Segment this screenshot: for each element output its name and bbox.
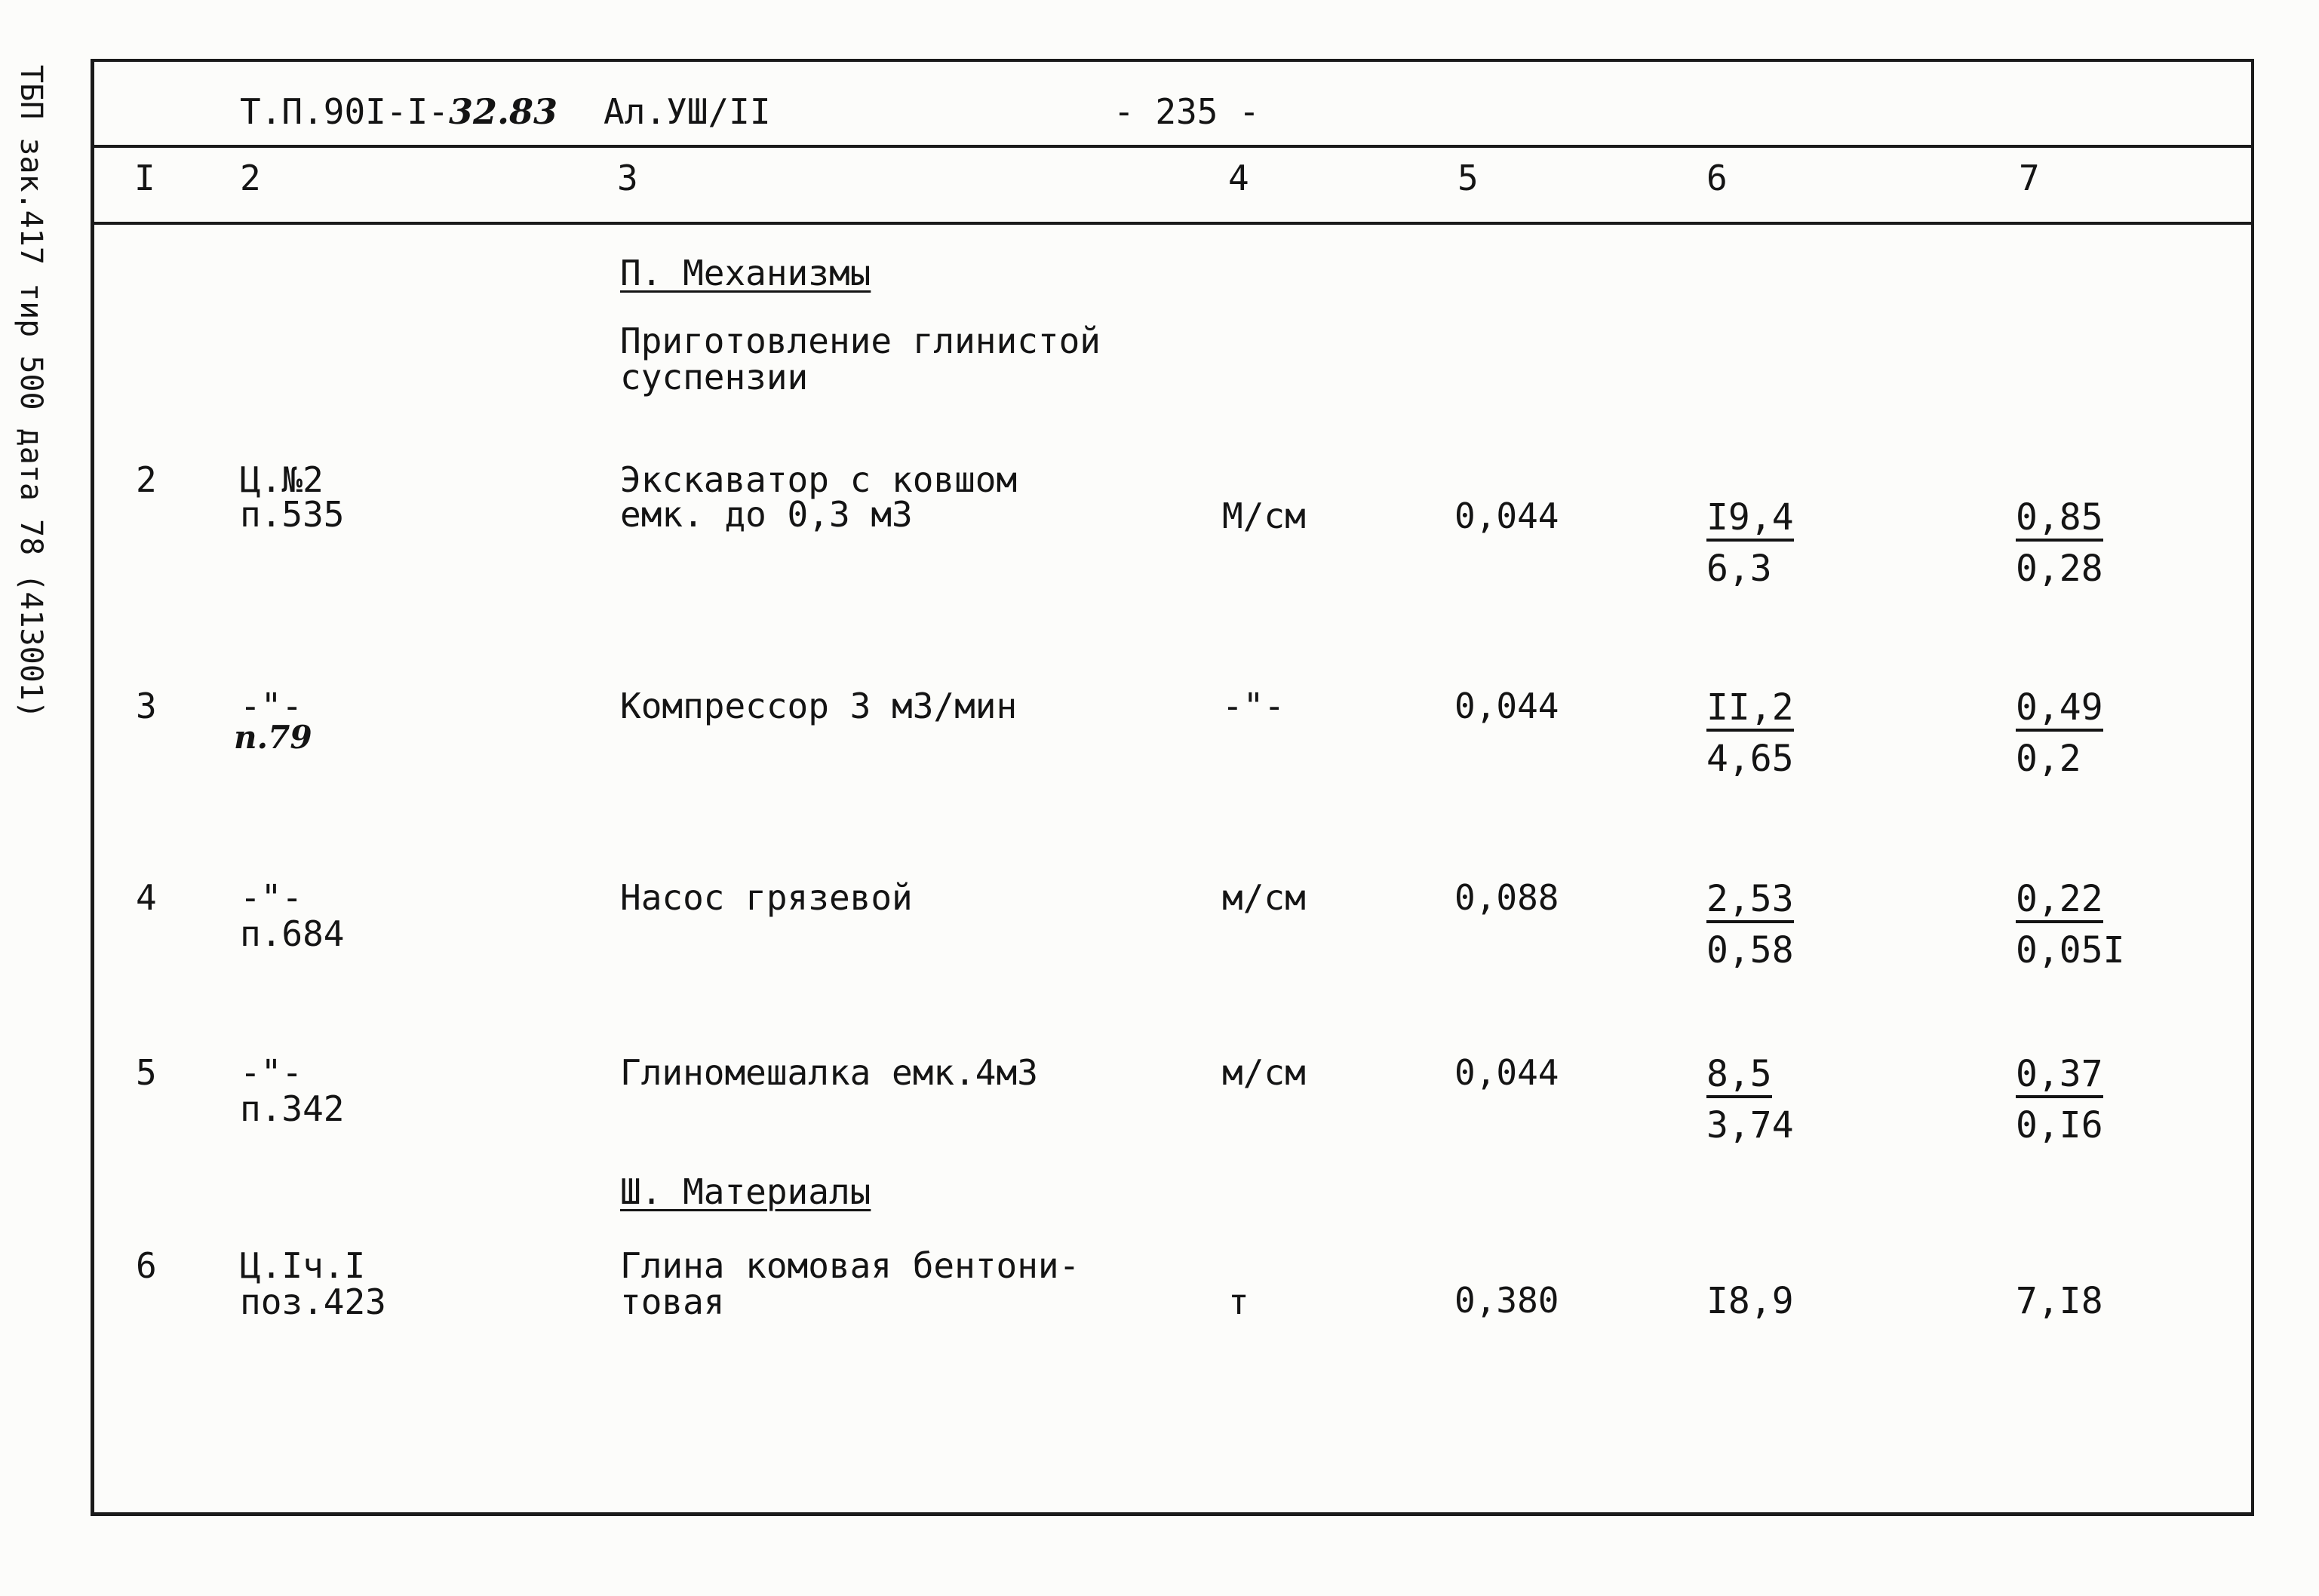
row-col7-bottom: 0,05I: [2016, 929, 2125, 971]
row-col6-bottom: 4,65: [1706, 738, 1794, 780]
doc-code-prefix: Т.П.90I-I-: [240, 91, 449, 132]
row-col7-bottom: 0,28: [2016, 548, 2103, 590]
row-name-line-1: Насос грязевой: [620, 877, 913, 918]
column-header-3: 3: [617, 158, 638, 198]
row-col7-fraction: [2016, 496, 2103, 590]
row-col7-top: 0,49: [2016, 689, 2103, 732]
row-reference-line-2: п.684: [240, 913, 345, 954]
margin-print-note-text: ТБП зак.417 тир 500 дата 78 (413001): [14, 65, 48, 719]
column-header-6: 6: [1706, 158, 1728, 198]
row-reference-line-1: -"-: [240, 1052, 303, 1093]
row-name-line-2: товая: [620, 1281, 725, 1322]
doc-code-handwritten: 32.83: [448, 91, 557, 132]
column-header-1: I: [134, 158, 155, 198]
row-reference-line-1: -"-: [240, 877, 303, 918]
row-unit: -"-: [1222, 686, 1285, 726]
row-col6-fraction: [1706, 496, 1794, 590]
row-col6-bottom: 3,74: [1706, 1104, 1794, 1146]
row-col7-bottom: 0,I6: [2016, 1104, 2103, 1146]
row-col6-bottom: 6,3: [1706, 548, 1772, 590]
row-unit: м/см: [1222, 877, 1306, 918]
column-header-4: 4: [1228, 158, 1249, 198]
row-name-line-2: емк. до 0,3 м3: [620, 494, 913, 535]
row-quantity: 0,088: [1454, 877, 1559, 918]
row-reference-line-2: поз.423: [240, 1281, 386, 1322]
row-col7-bottom: 0,2: [2016, 738, 2081, 780]
row-quantity: 0,380: [1454, 1280, 1559, 1321]
row-col7-fraction: [2016, 686, 2103, 780]
row-number: 6: [136, 1245, 157, 1286]
row-reference-line-1: Ц.Iч.I: [240, 1245, 366, 1286]
row-col7-top: 0,37: [2016, 1056, 2103, 1098]
row-col7-top: 0,85: [2016, 499, 2103, 542]
row-col7-fraction: [2016, 878, 2125, 971]
row-col6-top: I9,4: [1706, 499, 1794, 542]
row-col6-top: 2,53: [1706, 881, 1794, 923]
row-name-line-1: Глиномешалка емк.4м3: [620, 1052, 1038, 1093]
row-name-line-1: Экскаватор с ковшом: [620, 459, 1018, 500]
row-col6-fraction: [1706, 1053, 1794, 1146]
row-reference-line-1: Ц.№2: [240, 459, 324, 500]
column-header-5: 5: [1457, 158, 1479, 198]
table-frame: [91, 59, 2254, 1516]
margin-print-note: [5, 65, 65, 719]
row-number: 3: [136, 686, 157, 726]
doc-code: [240, 91, 557, 132]
row-quantity: 0,044: [1454, 496, 1559, 536]
row-unit: М/см: [1222, 496, 1306, 536]
row-unit: м/см: [1222, 1052, 1306, 1093]
section-heading-mechanisms: П. Механизмы: [620, 253, 871, 293]
row-unit: т: [1228, 1281, 1249, 1322]
row-col6-fraction: [1706, 686, 1794, 780]
subheading-line-2: суспензии: [620, 357, 809, 397]
row-col6-bottom: 0,58: [1706, 929, 1794, 971]
row-col7-value: 7,I8: [2016, 1280, 2103, 1322]
column-header-7: 7: [2019, 158, 2040, 198]
header-top-rule: [91, 145, 2254, 148]
row-number: 4: [136, 877, 157, 918]
page-number: - 235 -: [1113, 91, 1260, 132]
album-code: Ал.УШ/II: [604, 91, 771, 132]
row-reference-line-2: п.342: [240, 1088, 345, 1129]
row-number: 2: [136, 459, 157, 500]
section-heading-materials: Ш. Материалы: [620, 1171, 871, 1212]
row-name-line-1: Глина комовая бентони-: [620, 1245, 1080, 1286]
row-col7-fraction: [2016, 1053, 2103, 1146]
row-col6-top: 8,5: [1706, 1056, 1772, 1098]
row-reference-line-2: п.79: [234, 719, 312, 756]
row-reference-line-1: -"-: [240, 686, 303, 726]
subheading-line-1: Приготовление глинистой: [620, 321, 1101, 361]
row-quantity: 0,044: [1454, 686, 1559, 726]
row-col6-top: II,2: [1706, 689, 1794, 732]
row-name-line-1: Компрессор 3 м3/мин: [620, 686, 1018, 726]
row-col6-value: I8,9: [1706, 1280, 1794, 1322]
header-bottom-rule: [91, 222, 2254, 225]
column-header-2: 2: [240, 158, 261, 198]
row-quantity: 0,044: [1454, 1052, 1559, 1093]
row-reference-line-2: п.535: [240, 494, 345, 535]
row-col7-top: 0,22: [2016, 881, 2103, 923]
row-number: 5: [136, 1052, 157, 1093]
row-col6-fraction: [1706, 878, 1794, 971]
